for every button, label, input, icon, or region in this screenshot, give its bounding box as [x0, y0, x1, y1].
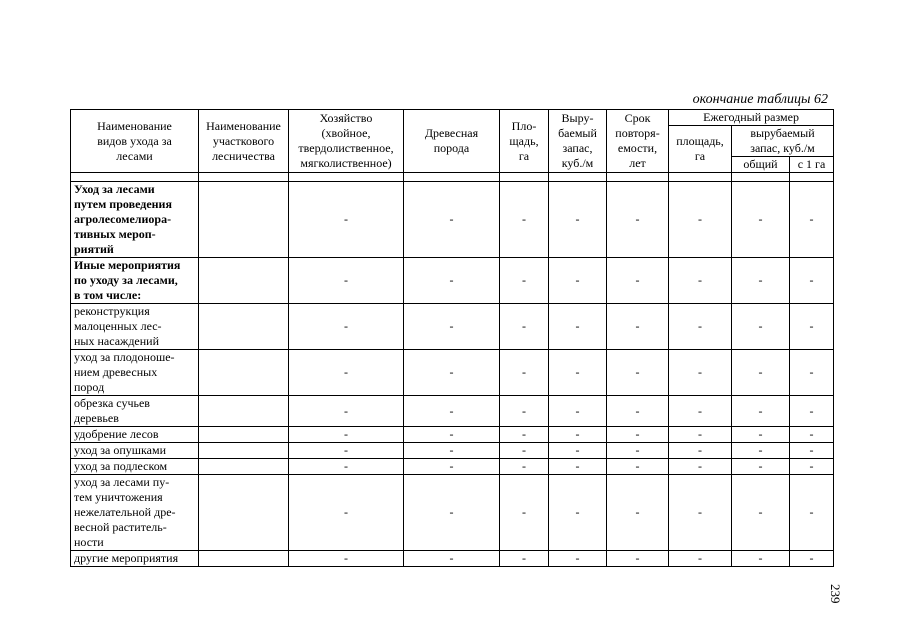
row-cell: -	[549, 258, 607, 304]
row-cell	[199, 427, 289, 443]
header-felled-stock: Выру- баемый запас, куб./м	[549, 110, 607, 173]
row-cell: -	[669, 475, 732, 551]
table-row	[71, 443, 834, 459]
row-cell: -	[549, 551, 607, 567]
table-caption: окончание таблицы 62	[692, 92, 828, 107]
table-row	[71, 350, 834, 396]
row-cell: -	[669, 258, 732, 304]
row-cell: -	[289, 443, 404, 459]
row-cell: -	[500, 350, 549, 396]
row-cell: -	[404, 304, 500, 350]
row-cell: -	[607, 475, 669, 551]
row-cell: -	[549, 304, 607, 350]
row-cell: -	[790, 475, 834, 551]
row-name: уход за подлеском	[71, 459, 199, 475]
row-cell: -	[732, 475, 790, 551]
row-cell: -	[607, 551, 669, 567]
row-name: уход за плодоноше- нием древесных пород	[71, 350, 199, 396]
row-cell: -	[289, 350, 404, 396]
row-name: реконструкция малоценных лес- ных насаждений	[71, 304, 199, 350]
row-cell: -	[607, 443, 669, 459]
row-cell: -	[669, 304, 732, 350]
table-row	[71, 551, 834, 567]
row-cell: -	[732, 396, 790, 427]
row-cell: -	[549, 475, 607, 551]
row-cell: -	[790, 182, 834, 258]
row-cell: -	[404, 350, 500, 396]
page-number: 239	[828, 584, 843, 604]
table-row	[71, 182, 834, 258]
row-cell: -	[549, 182, 607, 258]
row-name: уход за опушками	[71, 443, 199, 459]
row-cell: -	[549, 350, 607, 396]
row-cell: -	[669, 396, 732, 427]
row-cell: -	[549, 459, 607, 475]
row-cell: -	[404, 443, 500, 459]
table-row	[71, 427, 834, 443]
row-cell: -	[289, 396, 404, 427]
row-cell: -	[669, 443, 732, 459]
header-total: общий	[732, 157, 790, 173]
row-cell	[199, 443, 289, 459]
row-cell: -	[549, 443, 607, 459]
row-cell	[199, 258, 289, 304]
row-cell: -	[500, 396, 549, 427]
row-cell: -	[669, 182, 732, 258]
header-tree-species: Древесная порода	[404, 110, 500, 173]
header-annual-area: площадь, га	[669, 126, 732, 173]
row-cell	[199, 396, 289, 427]
row-cell: -	[607, 258, 669, 304]
row-cell: -	[732, 443, 790, 459]
row-name: Уход за лесами путем проведения агролесомелиора- тивных мероп- риятий	[71, 182, 199, 258]
row-cell: -	[289, 182, 404, 258]
header-area: Пло- щадь, га	[500, 110, 549, 173]
row-cell: -	[500, 551, 549, 567]
row-cell: -	[732, 182, 790, 258]
header-annual-size: Ежегодный размер	[669, 110, 834, 126]
header-annual-volume: вырубаемый запас, куб./м	[732, 126, 834, 157]
row-cell: -	[790, 304, 834, 350]
care-measures-table	[70, 109, 834, 567]
row-cell: -	[790, 350, 834, 396]
row-cell: -	[790, 258, 834, 304]
row-cell: -	[607, 182, 669, 258]
row-cell	[199, 475, 289, 551]
row-cell: -	[289, 258, 404, 304]
row-cell: -	[790, 443, 834, 459]
row-cell	[199, 350, 289, 396]
table-row	[71, 258, 834, 304]
row-cell: -	[790, 427, 834, 443]
row-cell: -	[790, 551, 834, 567]
row-cell: -	[500, 475, 549, 551]
table-row	[71, 304, 834, 350]
row-cell: -	[404, 396, 500, 427]
header-repeat-period: Срок повторя- емости, лет	[607, 110, 669, 173]
table-row	[71, 396, 834, 427]
row-cell: -	[500, 304, 549, 350]
table-body	[71, 182, 834, 567]
row-cell	[199, 182, 289, 258]
table-row	[71, 459, 834, 475]
row-cell: -	[404, 427, 500, 443]
row-cell: -	[732, 258, 790, 304]
row-cell: -	[289, 475, 404, 551]
row-cell: -	[607, 350, 669, 396]
row-cell: -	[404, 182, 500, 258]
row-cell	[199, 304, 289, 350]
row-cell: -	[404, 551, 500, 567]
row-name: Иные мероприятия по уходу за лесами, в том числе:	[71, 258, 199, 304]
row-cell: -	[500, 427, 549, 443]
row-name: удобрение лесов	[71, 427, 199, 443]
row-cell: -	[549, 427, 607, 443]
row-name: уход за лесами пу- тем уничтожения нежелательной дре- весной раститель- ности	[71, 475, 199, 551]
row-cell: -	[500, 443, 549, 459]
row-cell: -	[669, 551, 732, 567]
header-per-ha: с 1 га	[790, 157, 834, 173]
row-cell: -	[289, 304, 404, 350]
row-cell: -	[669, 427, 732, 443]
row-cell: -	[732, 551, 790, 567]
row-cell: -	[607, 427, 669, 443]
header-forestry: Наименование участкового лесничества	[199, 110, 289, 173]
row-cell	[199, 459, 289, 475]
row-cell: -	[289, 427, 404, 443]
row-cell: -	[404, 258, 500, 304]
table-row	[71, 475, 834, 551]
row-cell: -	[404, 475, 500, 551]
row-cell: -	[289, 551, 404, 567]
row-name: другие мероприятия	[71, 551, 199, 567]
row-cell: -	[732, 459, 790, 475]
row-name: обрезка сучьев деревьев	[71, 396, 199, 427]
row-cell: -	[790, 459, 834, 475]
row-cell: -	[732, 427, 790, 443]
row-cell: -	[607, 459, 669, 475]
header-care-type: Наименование видов ухода за лесами	[71, 110, 199, 173]
row-cell: -	[669, 459, 732, 475]
row-cell: -	[607, 304, 669, 350]
row-cell: -	[549, 396, 607, 427]
row-cell: -	[607, 396, 669, 427]
row-cell: -	[289, 459, 404, 475]
row-cell: -	[500, 182, 549, 258]
row-cell: -	[404, 459, 500, 475]
spacer-row	[71, 173, 834, 182]
row-cell: -	[790, 396, 834, 427]
row-cell: -	[669, 350, 732, 396]
row-cell: -	[500, 459, 549, 475]
header-economy: Хозяйство (хвойное, твердолиственное, мягколиственное)	[289, 110, 404, 173]
row-cell: -	[732, 304, 790, 350]
row-cell	[199, 551, 289, 567]
row-cell: -	[500, 258, 549, 304]
row-cell: -	[732, 350, 790, 396]
